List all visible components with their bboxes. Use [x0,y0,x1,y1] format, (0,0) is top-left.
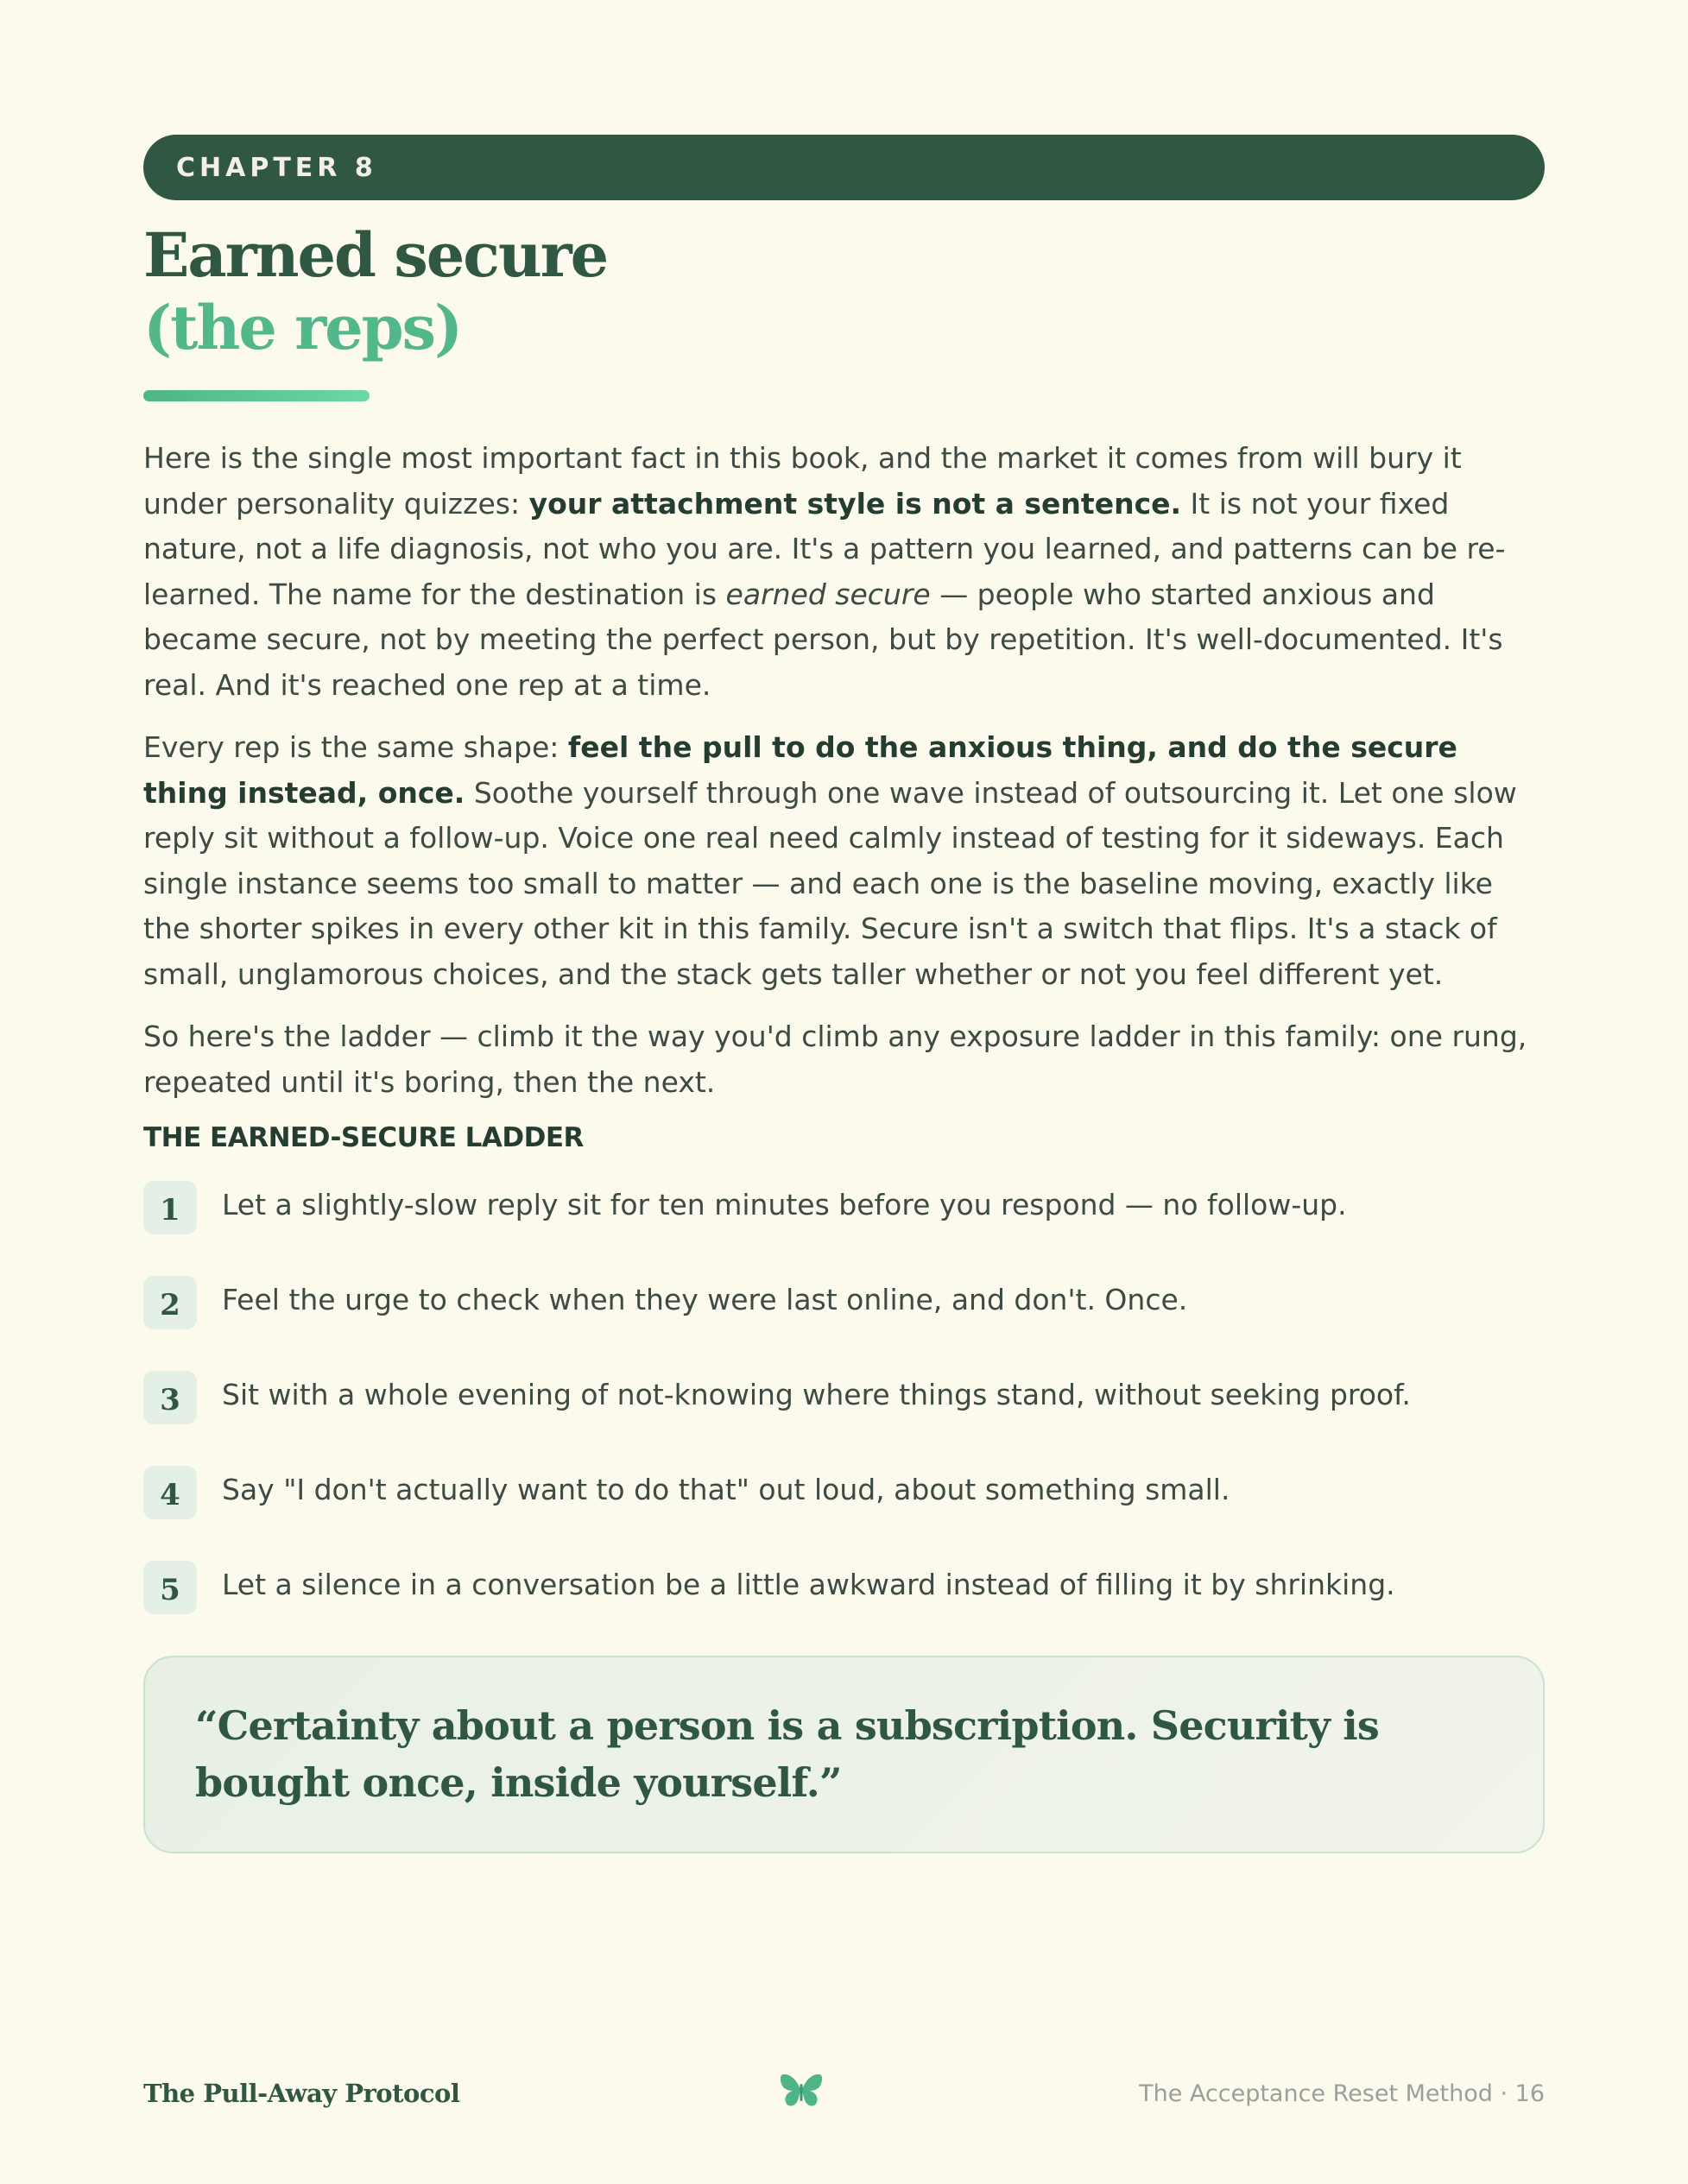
paragraph-emphasis: feel the pull to do the anxious thing, and do the secure thing instead, once. [143,730,1457,810]
body-text [143,436,1545,1105]
paragraph-text: Every rep is the same shape: [143,730,568,764]
step-text: Sit with a whole evening of not-knowing where things stand, without seeking proof. [222,1377,1411,1411]
ladder-heading: THE EARNED-SECURE LADDER [143,1122,584,1153]
step-number-badge: 5 [143,1561,197,1614]
step-number-badge: 2 [143,1276,197,1329]
paragraph-italic: earned secure [725,577,931,611]
step-text: Let a silence in a conversation be a little awkward instead of filling it by shrinking. [222,1567,1395,1601]
step-text: Say "I don't actually want to do that" out loud, about something small. [222,1472,1230,1506]
paragraph-text: Here is the single most important fact in this book, and the market it comes from will bury it under personality quizzes: [143,441,1462,521]
pull-quote-text: “Certainty about a person is a subscription. Security is bought once, inside yourself.” [195,1702,1380,1806]
ladder-list [143,1181,1545,1614]
step-number-badge: 1 [143,1181,197,1234]
paragraph-text: It is not your fixed nature, not a life diagnosis, not who you are. It's a pattern you learned, and patterns can be re-learned. The name for the destination is [143,486,1506,611]
pull-quote [143,1656,1545,1853]
footer-series-page: The Acceptance Reset Method · 16 [1139,2080,1545,2107]
step-number-badge: 4 [143,1466,197,1519]
chapter-title: Earned secure [143,219,608,291]
ladder-step [143,1371,1545,1424]
page-footer [143,2072,1545,2120]
ladder-step [143,1466,1545,1519]
paragraph-emphasis: your attachment style is not a sentence. [528,486,1182,521]
step-number-badge: 3 [143,1371,197,1424]
butterfly-icon [779,2072,824,2110]
page-content [143,135,1545,1853]
paragraph [143,725,1545,997]
paragraph-text: So here's the ladder — climb it the way you'd climb any exposure ladder in this family: one rung, repeated until it's boring, then the next. [143,1019,1527,1099]
paragraph [143,436,1545,708]
ladder-step [143,1276,1545,1329]
step-text: Let a slightly-slow reply sit for ten minutes before you respond — no follow-up. [222,1187,1347,1221]
title-underline [143,390,370,401]
step-text: Feel the urge to check when they were last online, and don't. Once. [222,1282,1188,1316]
ladder-step [143,1561,1545,1614]
chapter-label: CHAPTER 8 [176,152,377,183]
paragraph-text: Soothe yourself through one wave instead of outsourcing it. Let one slow reply sit without a follow-up. Voice one real need calmly instead of testing for it sideways. Each single instance seems too small to matter — and each one is the baseline moving, exactly like the shorter spikes in every other kit in this family. Secure isn't a switch that flips. It's a stack of small, unglamorous choices, and the stack gets taller whether or not you feel different yet. [143,775,1517,991]
paragraph [143,1014,1545,1105]
chapter-subtitle: (the reps) [143,292,462,363]
chapter-banner [143,135,1545,200]
paragraph-text: — people who started anxious and became secure, not by meeting the perfect person, but by repetition. It's well-documented. It's real. And it's reached one rep at a time. [143,577,1503,702]
footer-book-title: The Pull-Away Protocol [143,2079,460,2108]
ladder-step [143,1181,1545,1234]
